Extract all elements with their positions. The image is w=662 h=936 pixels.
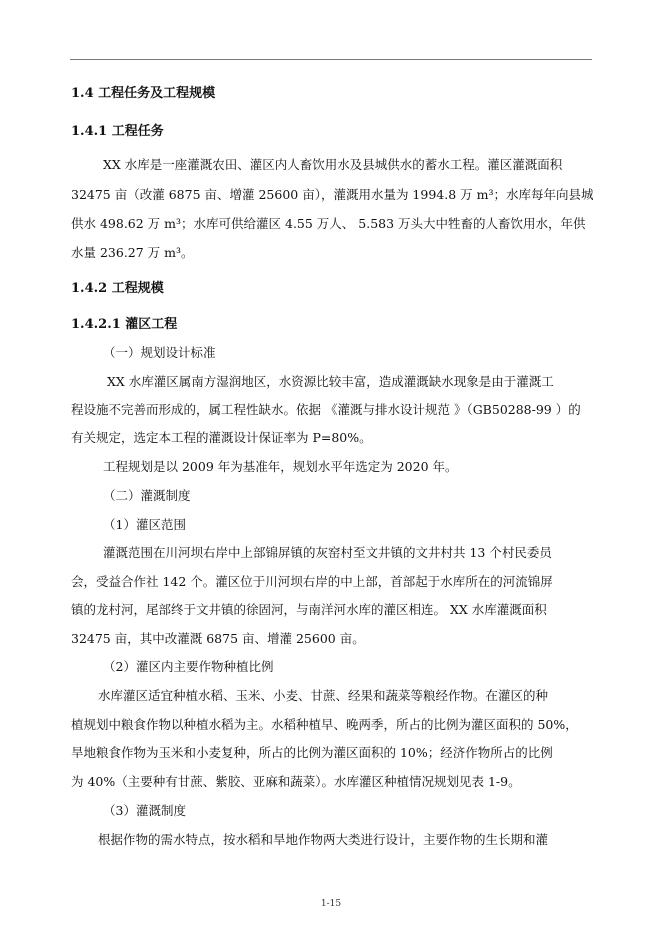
paragraph-line: 工程规划是以 2009 年为基准年，规划水平年选定为 2020 年。 <box>103 459 458 474</box>
paragraph-line: 灌溉范围在川河坝右岸中上部锦屏镇的灰窑村至文井镇的文井村共 13 个村民委员 <box>103 545 552 560</box>
paragraph-line: 供水 498.62 万 m³；水库可供给灌区 4.55 万人、 5.583 万头大中牲畜的人畜饮用水，年供 <box>71 216 586 231</box>
subsection-title: （1）灌区范围 <box>103 517 186 532</box>
heading-1-4-1: 1.4.1 工程任务 <box>71 124 164 139</box>
paragraph-line: 旱地粮食作物为玉米和小麦复种，所占的比例为灌区面积的 10%；经济作物所占的比例 <box>71 745 553 760</box>
paragraph-line: 根据作物的需水特点，按水稻和旱地作物两大类进行设计，主要作物的生长期和灌 <box>98 832 549 847</box>
heading-1-4-2-1: 1.4.2.1 灌区工程 <box>71 317 178 332</box>
heading-1-4: 1.4 工程任务及工程规模 <box>71 86 216 101</box>
paragraph-line: 32475 亩，其中改灌溉 6875 亩、增灌 25600 亩。 <box>71 631 365 646</box>
paragraph-line: XX 水库灌区属南方湿润地区，水资源比较丰富，造成灌溉缺水现象是由于灌溉工 <box>107 374 554 389</box>
paragraph-line: 程设施不完善而形成的，属工程性缺水。依据 《灌溉与排水设计规范 》（GB50288-99 ）的 <box>71 402 581 417</box>
paragraph-line: 水库灌区适宜种植水稻、玉米、小麦、甘蔗、经果和蔬菜等粮经作物。在灌区的种 <box>98 688 549 703</box>
subsection-title: （二）灌溉制度 <box>103 488 191 503</box>
paragraph-line: 32475 亩（改灌 6875 亩、增灌 25600 亩），灌溉用水量为 1994.8 万 m³；水库每年向县城 <box>71 187 594 202</box>
paragraph-line: 水量 236.27 万 m³。 <box>71 245 194 260</box>
paragraph-line: 会，受益合作社 142 个。灌区位于川河坝右岸的中上部，首部起于水库所在的河流锦屏 <box>71 574 553 589</box>
heading-1-4-2: 1.4.2 工程规模 <box>71 281 164 296</box>
subsection-title: （一）规划设计标准 <box>103 345 216 360</box>
paragraph-line: 植规划中粮食作物以种植水稻为主。水稻种植早、晚两季，所占的比例为灌区面积的 50%， <box>71 717 578 732</box>
subsection-title: （3）灌溉制度 <box>103 803 186 818</box>
paragraph-line: XX 水库是一座灌溉农田、灌区内人畜饮用水及县城供水的蓄水工程。灌区灌溉面积 <box>103 157 563 172</box>
subsection-title: （2）灌区内主要作物种植比例 <box>103 659 274 674</box>
paragraph-line: 为 40%（主要种有甘蔗、紫胶、亚麻和蔬菜）。水库灌区种植情况规划见表 1-9。 <box>71 774 521 789</box>
paragraph-line: 镇的龙村河，尾部终于文井镇的徐固河，与南洋河水库的灌区相连。 XX 水库灌溉面积 <box>71 602 547 617</box>
paragraph-line: 有关规定，选定本工程的灌溉设计保证率为 P=80%。 <box>71 430 372 445</box>
header-rule <box>70 59 592 60</box>
page-number: 1-15 <box>320 899 342 909</box>
